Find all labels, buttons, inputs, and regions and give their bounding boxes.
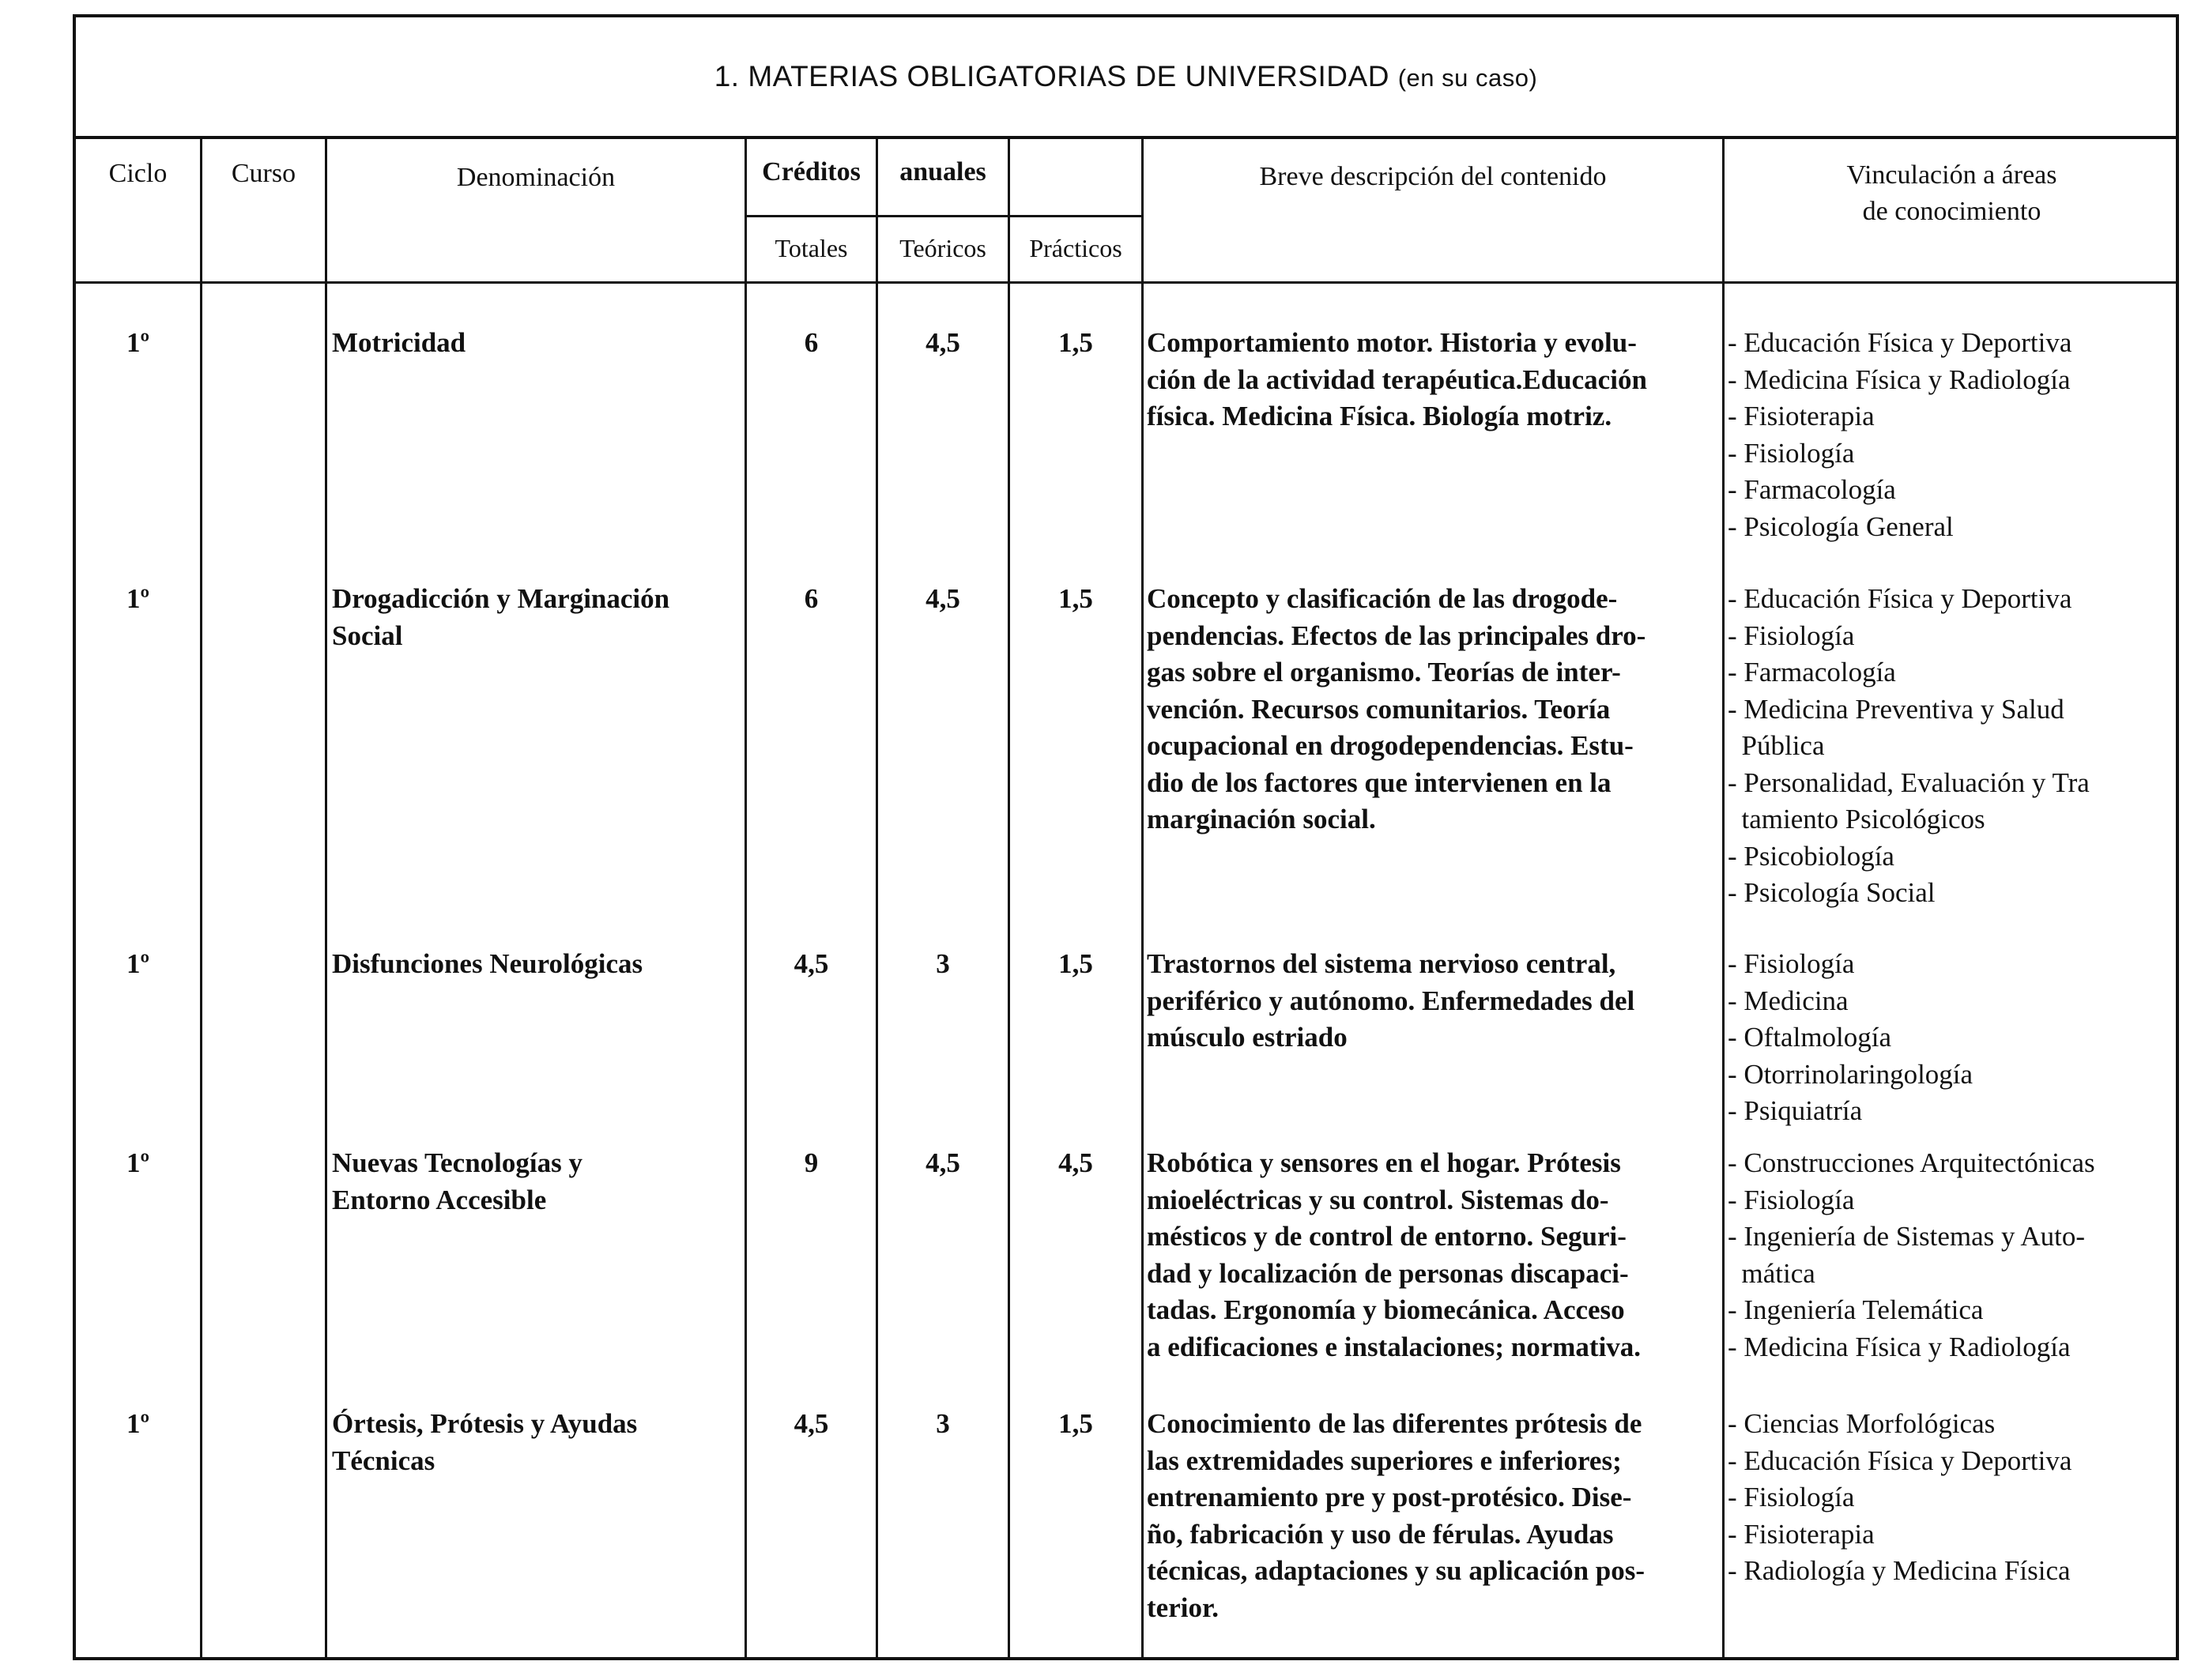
- row-area-line: Pública: [1728, 730, 1825, 761]
- row-teoricos: 4,5: [925, 583, 960, 614]
- row-area-line: - Educación Física y Deportiva: [1728, 327, 2072, 358]
- row-denominacion-line: Órtesis, Prótesis y Ayudas: [332, 1408, 638, 1439]
- header-ciclo: Ciclo: [108, 159, 168, 188]
- row-area-line: - Fisioterapia: [1728, 1518, 1875, 1550]
- row-totales: 9: [804, 1147, 819, 1178]
- row-area-line: - Medicina Física y Radiología: [1728, 1331, 2071, 1362]
- row-area-line: - Psicobiología: [1728, 840, 1894, 872]
- row-descripcion-line: Comportamiento motor. Historia y evolu-: [1147, 327, 1637, 358]
- row-area-line: tamiento Psicológicos: [1728, 804, 1985, 834]
- row-practicos: 1,5: [1058, 327, 1093, 358]
- row-area-line: mática: [1728, 1257, 1815, 1289]
- row-practicos: 1,5: [1058, 948, 1093, 979]
- row-area-line: - Fisiología: [1728, 1184, 1855, 1215]
- row-area-line: - Psicología General: [1728, 510, 1954, 542]
- row-area-line: - Ciencias Morfológicas: [1728, 1408, 1996, 1439]
- row-descripcion-line: mioeléctricas y su control. Sistemas do-: [1147, 1184, 1609, 1215]
- row-ciclo: 1º: [126, 583, 150, 614]
- row-descripcion-line: terior.: [1147, 1591, 1220, 1623]
- row-area-line: - Educación Física y Deportiva: [1728, 1445, 2072, 1476]
- row-area-line: - Ingeniería de Sistemas y Auto-: [1728, 1221, 2085, 1252]
- row-descripcion-line: Robótica y sensores en el hogar. Prótesis: [1147, 1147, 1621, 1178]
- header-teoricos: Teóricos: [899, 234, 986, 262]
- row-descripcion-line: ño, fabricación y uso de férulas. Ayudas: [1147, 1518, 1614, 1550]
- row-descripcion-line: músculo estriado: [1147, 1022, 1348, 1053]
- row-teoricos: 4,5: [925, 327, 960, 358]
- row-area-line: - Medicina Física y Radiología: [1728, 363, 2071, 395]
- row-area-line: - Psicología Social: [1728, 877, 1936, 908]
- row-area-line: - Farmacología: [1728, 474, 1896, 505]
- row-area-line: - Fisioterapia: [1728, 401, 1875, 431]
- header-practicos: Prácticos: [1029, 234, 1122, 262]
- header-vinculacion-line-2: de conocimiento: [1862, 197, 2041, 226]
- row-area-line: - Educación Física y Deportiva: [1728, 583, 2072, 614]
- row-denominacion-line: Disfunciones Neurológicas: [332, 948, 643, 979]
- row-practicos: 1,5: [1058, 583, 1093, 614]
- row-denominacion-line: Nuevas Tecnologías y: [332, 1147, 582, 1178]
- col-divider-1: [200, 136, 202, 1660]
- row-teoricos: 3: [936, 1408, 950, 1439]
- row-descripcion-line: mésticos y de control de entorno. Seguri-: [1147, 1221, 1627, 1252]
- row-descripcion-line: ocupacional en drogodependencias. Estu-: [1147, 730, 1634, 761]
- row-denominacion-line: Técnicas: [332, 1445, 435, 1476]
- row-area-line: - Medicina: [1728, 985, 1849, 1016]
- row-area-line: - Otorrinolaringología: [1728, 1058, 1973, 1090]
- row-descripcion-line: Conocimiento de las diferentes prótesis de: [1147, 1408, 1642, 1439]
- header-bottom-line: [73, 281, 2179, 284]
- row-descripcion-line: dad y localización de personas discapaci-: [1147, 1257, 1629, 1289]
- row-denominacion-line: Entorno Accesible: [332, 1184, 547, 1215]
- row-ciclo: 1º: [126, 948, 150, 979]
- row-descripcion-line: entrenamiento pre y post-protésico. Dise-: [1147, 1482, 1632, 1512]
- row-area-line: - Fisiología: [1728, 437, 1855, 469]
- row-practicos: 4,5: [1058, 1147, 1093, 1178]
- row-descripcion-line: gas sobre el organismo. Teorías de inter-: [1147, 657, 1621, 687]
- row-totales: 6: [804, 583, 819, 614]
- row-descripcion-line: dio de los factores que intervienen en la: [1147, 767, 1612, 798]
- row-descripcion-line: a edificaciones e instalaciones; normativa.: [1147, 1331, 1642, 1362]
- row-descripcion-line: periférico y autónomo. Enfermedades del: [1147, 985, 1635, 1016]
- header-totales: Totales: [775, 234, 848, 262]
- row-denominacion-line: Drogadicción y Marginación: [332, 583, 670, 614]
- header-curso: Curso: [231, 159, 296, 188]
- row-descripcion-line: marginación social.: [1147, 804, 1376, 834]
- row-denominacion-line: Social: [332, 620, 403, 651]
- row-totales: 4,5: [794, 1408, 829, 1439]
- title-text: 1. MATERIAS OBLIGATORIAS DE UNIVERSIDAD: [714, 60, 1389, 92]
- header-denominacion: Denominación: [456, 163, 616, 192]
- row-totales: 6: [804, 327, 819, 358]
- table-title: [714, 60, 1538, 93]
- row-area-line: - Farmacología: [1728, 657, 1896, 687]
- title-band: [76, 17, 2176, 139]
- col-divider-2: [325, 136, 327, 1660]
- row-area-line: - Construcciones Arquitectónicas: [1728, 1147, 2095, 1178]
- row-practicos: 1,5: [1058, 1408, 1093, 1439]
- row-teoricos: 4,5: [925, 1147, 960, 1178]
- row-ciclo: 1º: [126, 327, 150, 358]
- row-descripcion-line: Trastornos del sistema nervioso central,: [1147, 948, 1616, 979]
- row-area-line: - Medicina Preventiva y Salud: [1728, 693, 2064, 725]
- header-anuales: anuales: [899, 157, 986, 186]
- row-area-line: - Fisiología: [1728, 620, 1855, 651]
- row-teoricos: 3: [936, 948, 950, 979]
- row-area-line: - Fisiología: [1728, 1482, 1855, 1512]
- row-ciclo: 1º: [126, 1147, 150, 1178]
- row-area-line: - Oftalmología: [1728, 1022, 1892, 1053]
- row-descripcion-line: ción de la actividad terapéutica.Educación: [1147, 363, 1647, 395]
- col-divider-6: [1141, 136, 1144, 1660]
- row-area-line: - Radiología y Medicina Física: [1728, 1555, 2071, 1586]
- row-area-line: - Personalidad, Evaluación y Tra: [1728, 767, 2090, 798]
- col-divider-7: [1722, 136, 1725, 1660]
- header-descripcion: Breve descripción del contenido: [1259, 162, 1607, 191]
- row-descripcion-line: física. Medicina Física. Biología motriz.: [1147, 401, 1612, 431]
- row-area-line: - Fisiología: [1728, 948, 1855, 979]
- row-totales: 4,5: [794, 948, 829, 979]
- header-subdivider: [745, 215, 1141, 217]
- row-descripcion-line: las extremidades superiores e inferiores;: [1147, 1445, 1622, 1476]
- row-descripcion-line: pendencias. Efectos de las principales dro-: [1147, 620, 1646, 651]
- row-descripcion-line: Concepto y clasificación de las drogode-: [1147, 583, 1618, 614]
- row-descripcion-line: vención. Recursos comunitarios. Teoría: [1147, 693, 1611, 725]
- title-suffix: (en su caso): [1397, 64, 1538, 92]
- header-vinculacion: [1725, 156, 2179, 232]
- header-creditos: Créditos: [762, 157, 861, 186]
- row-ciclo: 1º: [126, 1408, 150, 1439]
- header-vinculacion-line-1: Vinculación a áreas: [1846, 160, 2057, 190]
- row-descripcion-line: tadas. Ergonomía y biomecánica. Acceso: [1147, 1294, 1625, 1325]
- row-area-line: - Ingeniería Telemática: [1728, 1294, 1984, 1325]
- row-area-line: - Psiquiatría: [1728, 1095, 1863, 1126]
- row-descripcion-line: técnicas, adaptaciones y su aplicación pos-: [1147, 1555, 1646, 1586]
- row-denominacion-line: Motricidad: [332, 327, 466, 358]
